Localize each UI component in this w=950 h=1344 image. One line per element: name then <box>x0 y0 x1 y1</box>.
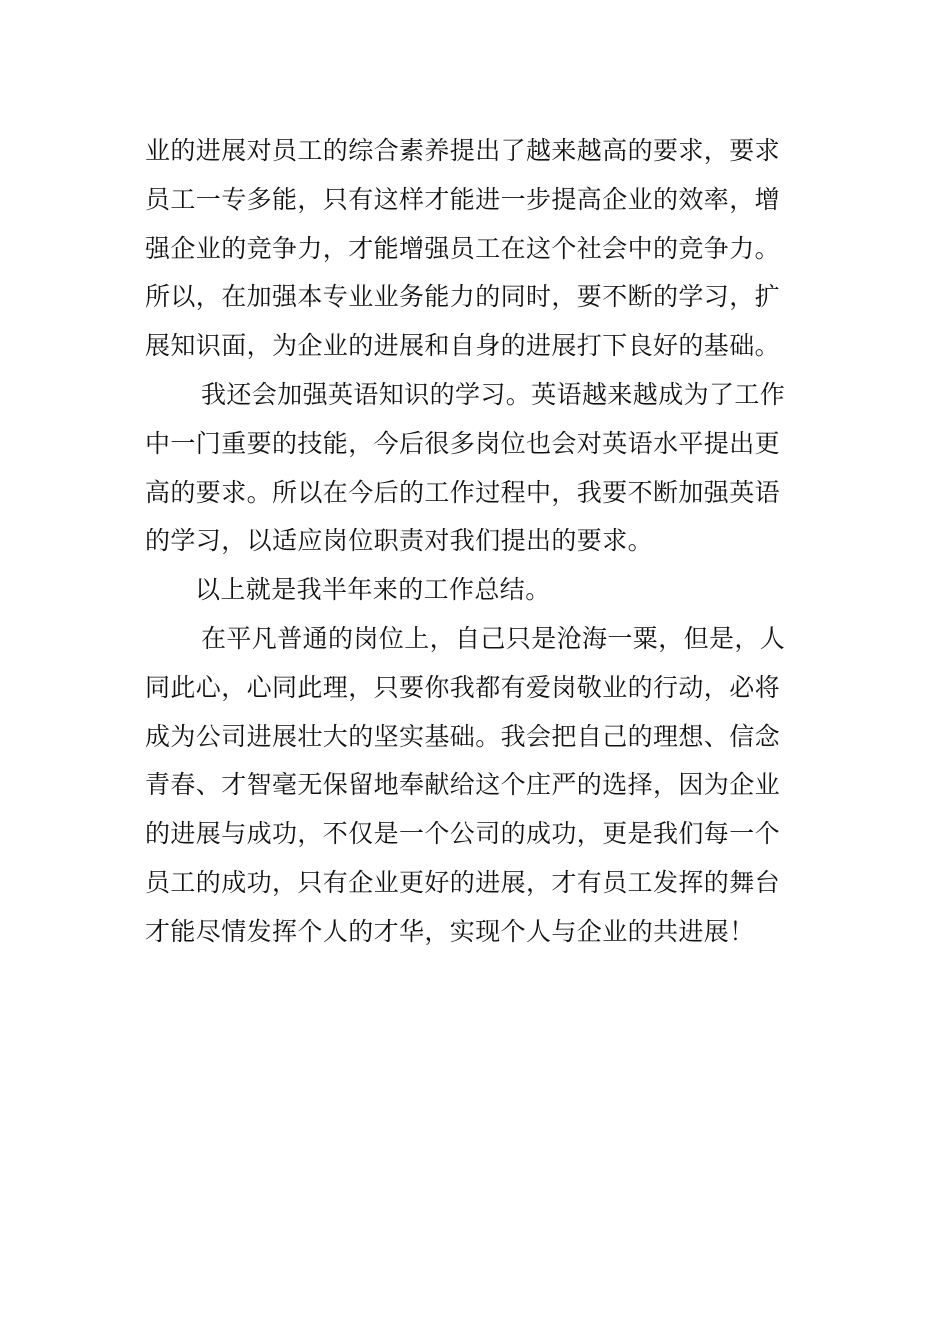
paragraph-line: 在平凡普通的岗位上，自己只是沧海一粟，但是，人 <box>201 623 786 653</box>
paragraph-line: 员工的成功，只有企业更好的进展，才有员工发挥的舞台 <box>145 867 781 897</box>
paragraph-line: 中一门重要的技能，今后很多岗位也会对英语水平提出更 <box>145 428 781 458</box>
paragraph-4 <box>145 615 810 957</box>
paragraph-2 <box>145 371 810 566</box>
paragraph-line: 以上就是我半年来的工作总结。 <box>195 575 551 605</box>
paragraph-line: 强企业的竞争力，才能增强员工在这个社会中的竞争力。 <box>145 233 781 263</box>
paragraph-3 <box>145 566 810 615</box>
paragraph-line: 业的进展对员工的综合素养提出了越来越高的要求，要求 <box>145 136 781 165</box>
paragraph-line: 高的要求。所以在今后的工作过程中，我要不断加强英语 <box>145 477 781 507</box>
paragraph-line: 才能尽情发挥个人的才华，实现个人与企业的共进展！ <box>145 916 755 946</box>
paragraph-line: 青春、才智毫无保留地奉献给这个庄严的选择，因为企业 <box>145 770 781 800</box>
paragraph-1 <box>145 127 810 371</box>
document-body <box>145 127 810 957</box>
paragraph-line: 的进展与成功，不仅是一个公司的成功，更是我们每一个 <box>145 819 781 849</box>
paragraph-line: 员工一专多能，只有这样才能进一步提高企业的效率，增 <box>145 184 781 214</box>
paragraph-line: 同此心，心同此理，只要你我都有爱岗敬业的行动，必将 <box>145 672 781 702</box>
paragraph-line: 成为公司进展壮大的坚实基础。我会把自己的理想、信念 <box>145 721 781 751</box>
paragraph-line: 的学习，以适应岗位职责对我们提出的要求。 <box>145 526 654 556</box>
paragraph-line: 展知识面，为企业的进展和自身的进展打下良好的基础。 <box>145 331 781 361</box>
paragraph-line: 我还会加强英语知识的学习。英语越来越成为了工作 <box>201 379 786 409</box>
paragraph-line: 所以，在加强本专业业务能力的同时，要不断的学习，扩 <box>145 282 781 312</box>
